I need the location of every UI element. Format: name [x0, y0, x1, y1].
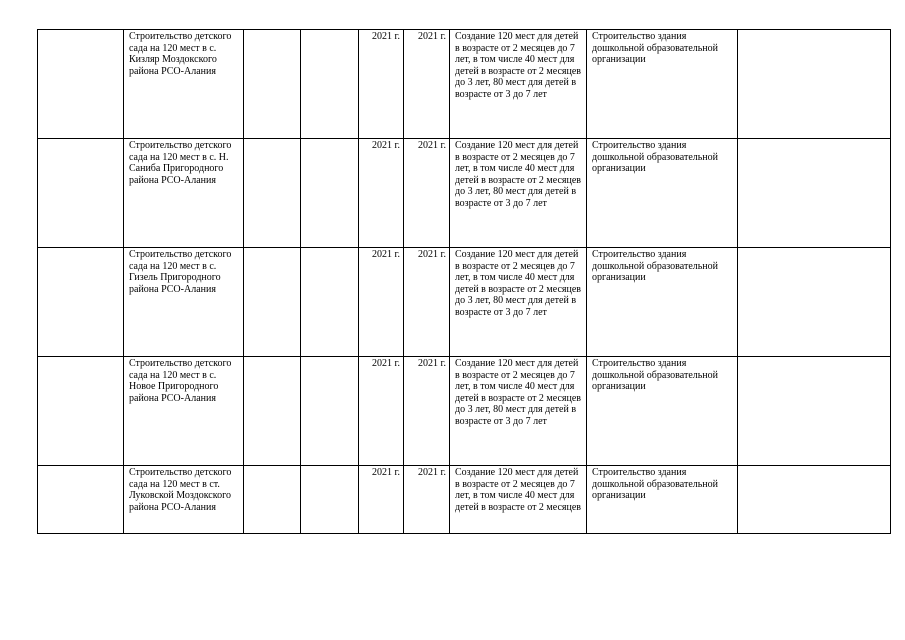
- cell-result: Строительство здания дошкольной образовательной организации: [587, 466, 738, 534]
- cell-result: Строительство здания дошкольной образовательной организации: [587, 248, 738, 357]
- cell-number: [38, 30, 124, 139]
- cell-empty: [301, 248, 359, 357]
- cell-empty: [244, 139, 301, 248]
- cell-description: Создание 120 мест для детей в возрасте от 2 месяцев до 7 лет, в том числе 40 мест для детей в возрасте от 2 месяцев до 3 лет, 80 мест для детей в возрасте от 3 до 7 лет: [450, 139, 587, 248]
- cell-end-year: 2021 г.: [404, 248, 450, 357]
- cell-start-year: 2021 г.: [359, 30, 404, 139]
- cell-description: Создание 120 мест для детей в возрасте от 2 месяцев до 7 лет, в том числе 40 мест для детей в возрасте от 2 месяцев до 3 лет, 80 мест для детей в возрасте от 3 до 7 лет: [450, 248, 587, 357]
- cell-start-year: 2021 г.: [359, 248, 404, 357]
- cell-project-name: Строительство детского сада на 120 мест в с. Кизляр Моздокского района РСО-Алания: [124, 30, 244, 139]
- cell-description: Создание 120 мест для детей в возрасте от 2 месяцев до 7 лет, в том числе 40 мест для детей в возрасте от 2 месяцев до 3 лет, 80 мест для детей в возрасте от 3 до 7 лет: [450, 357, 587, 466]
- cell-number: [38, 466, 124, 534]
- cell-result: Строительство здания дошкольной образовательной организации: [587, 139, 738, 248]
- cell-end-year: 2021 г.: [404, 139, 450, 248]
- cell-empty: [244, 357, 301, 466]
- table-body: [38, 30, 891, 534]
- cell-project-name: Строительство детского сада на 120 мест в с. Н. Саниба Пригородного района РСО-Алания: [124, 139, 244, 248]
- cell-project-name: Строительство детского сада на 120 мест в с. Гизель Пригородного района РСО-Алания: [124, 248, 244, 357]
- cell-start-year: 2021 г.: [359, 357, 404, 466]
- cell-end-year: 2021 г.: [404, 357, 450, 466]
- cell-description: Создание 120 мест для детей в возрасте от 2 месяцев до 7 лет, в том числе 40 мест для детей в возрасте от 2 месяцев до 3 лет, 80 мест для детей в возрасте от 3 до 7 лет: [450, 30, 587, 139]
- cell-number: [38, 248, 124, 357]
- projects-table: [37, 29, 891, 534]
- cell-empty: [301, 466, 359, 534]
- table-row: [38, 357, 891, 466]
- table-row: [38, 466, 891, 534]
- cell-empty: [244, 30, 301, 139]
- cell-project-name: Строительство детского сада на 120 мест в ст. Луковской Моздокского района РСО-Алания: [124, 466, 244, 534]
- table-row: [38, 248, 891, 357]
- cell-end-year: 2021 г.: [404, 466, 450, 534]
- cell-note: [738, 466, 891, 534]
- cell-empty: [301, 30, 359, 139]
- cell-description: Создание 120 мест для детей в возрасте от 2 месяцев до 7 лет, в том числе 40 мест для детей в возрасте от 2 месяцев: [450, 466, 587, 534]
- cell-start-year: 2021 г.: [359, 139, 404, 248]
- cell-empty: [301, 357, 359, 466]
- cell-number: [38, 139, 124, 248]
- cell-number: [38, 357, 124, 466]
- cell-result: Строительство здания дошкольной образовательной организации: [587, 357, 738, 466]
- cell-empty: [244, 466, 301, 534]
- cell-note: [738, 248, 891, 357]
- cell-end-year: 2021 г.: [404, 30, 450, 139]
- cell-empty: [244, 248, 301, 357]
- cell-note: [738, 139, 891, 248]
- cell-note: [738, 30, 891, 139]
- cell-start-year: 2021 г.: [359, 466, 404, 534]
- cell-note: [738, 357, 891, 466]
- cell-result: Строительство здания дошкольной образовательной организации: [587, 30, 738, 139]
- cell-empty: [301, 139, 359, 248]
- cell-project-name: Строительство детского сада на 120 мест в с. Новое Пригородного района РСО-Алания: [124, 357, 244, 466]
- table-row: [38, 30, 891, 139]
- table-row: [38, 139, 891, 248]
